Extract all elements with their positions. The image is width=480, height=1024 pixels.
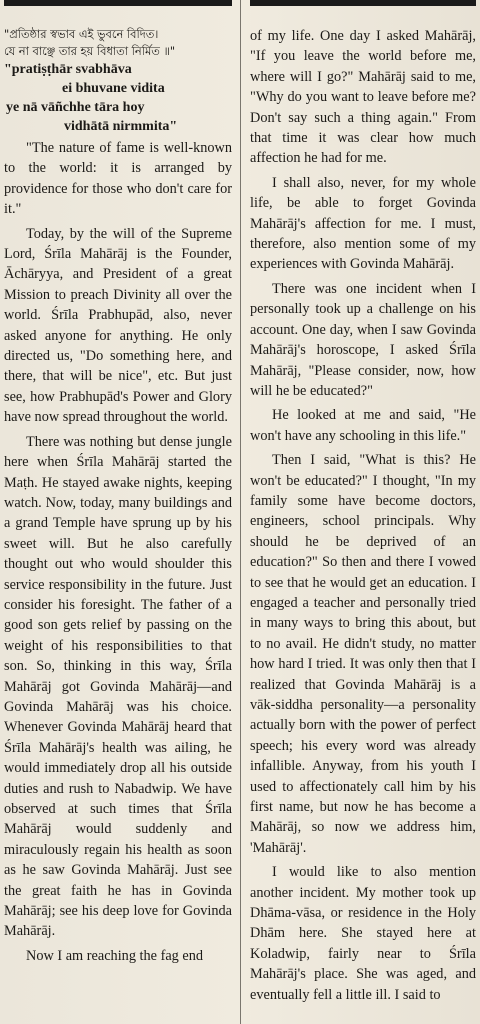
right-column — [250, 26, 476, 1024]
left-column-top-rule — [4, 0, 232, 6]
verse-translation: "The nature of fame is well-known to the world: it is arranged by providence for those who don't care for it." — [4, 140, 232, 218]
verse-bengali — [4, 26, 232, 60]
paragraph: Today, by the will of the Supreme Lord, Śrīla Mahārāj is the Founder, Āchāryya, and President of a great Mission to preach Divinity all over the world. Śrīla Prabhupād, also, never asked anyone for anything. He only directed us, "Do something here, and there, that will be nice", etc. But just see, how Prabhupād's Power and Glory have now spread throughout the world. — [4, 225, 232, 426]
left-column — [4, 26, 232, 1024]
transliteration-line: "pratiṣṭhār svabhāva — [4, 62, 132, 77]
paragraph-continued: of my life. One day I asked Mahārāj, "If you leave the world before me, where will I go?" Mahārāj said to me, "Why do you want to leave before me? Don't say such a thing again." From that time it was clear how much affection he had for me. — [250, 28, 476, 167]
right-column-top-rule — [250, 0, 476, 6]
paragraph: Now I am reaching the fag end — [26, 947, 204, 964]
transliteration-line: ei bhuvane vidita — [62, 81, 165, 96]
paragraph: I would like to also mention another incident. My mother took up Dhāma-vāsa, or residence in the Holy Dhām here. She stayed here at Koladwip, fairly near to Śrīla Mahārāj's place. She was aged, and eventually fell a little ill. I said to — [250, 864, 476, 1003]
paragraph: There was one incident when I personally took up a challenge on his account. One day, when I saw Govinda Mahārāj's horoscope, I asked Śrīla Mahārāj, "Please consider, now, how will he be educated?" — [250, 280, 476, 399]
transliteration-line: ye nā vāñchhe tāra hoy — [6, 100, 145, 115]
transliteration-line: vidhātā nirmmita" — [64, 119, 178, 134]
paragraph: He looked at me and said, "He won't have any schooling in this life." — [250, 407, 476, 444]
verse-bengali-line: "প্রতিষ্ঠার স্বভাব এই ভুবনে বিদিত। — [4, 27, 159, 41]
verse-transliteration — [4, 60, 232, 136]
paragraph: Then I said, "What is this? He won't be educated?" I thought, "In my family some have become doctors, engineers, school principals. Why should he be deprived of an education?" So then and there I vowed to see that he would get an education. I engaged a teacher and personally tried in many ways to bring this about, but to no avail. He didn't study, no matter how hard I tried. It was only then that I realized that Govinda Mahārāj is a vāk-siddha personality—a personality actually born with the power of perfect speech; his every word was already infallible. Anyway, from his youth I used to affectionately call him by his first name, but now he has become a Mahārāj, so now we address him, 'Mahārāj'. — [250, 452, 476, 856]
verse-bengali-line: যে না বাঞ্ছে তার হয় বিধাতা নির্মিত ॥" — [4, 44, 176, 58]
paragraph: There was nothing but dense jungle here when Śrīla Mahārāj started the Maṭh. He stayed awake nights, keeping watch. Now, today, many buildings and a grand Temple have sprung up by his sweet will. But he also carefully thought out who would shoulder this service responsibility in the future. Just consider his foresight. The father of a good son gets relief by passing on the weight of his responsibilities to that son. So, thinking in this way, Śrīla Mahārāj got Govinda Mahārāj—and Govinda Mahārāj was his choice. Whenever Govinda Mahārāj heard that Śrīla Mahārāj's health was ailing, he would immediately drop all his outside duties and rush to Nabadwip. We have observed at such times that Śrīla Mahārāj would suddenly and miraculously regain his health as soon as he saw Govinda Mahārāj. Just see the great faith he has in Govinda Mahārāj; see his deep love for Govinda Mahārāj. — [4, 433, 232, 940]
paragraph: I shall also, never, for my whole life, be able to forget Govinda Mahārāj's affection for me. I must, therefore, also mention some of my experiences with Govinda Mahārāj. — [250, 174, 476, 273]
column-divider — [240, 0, 241, 1024]
